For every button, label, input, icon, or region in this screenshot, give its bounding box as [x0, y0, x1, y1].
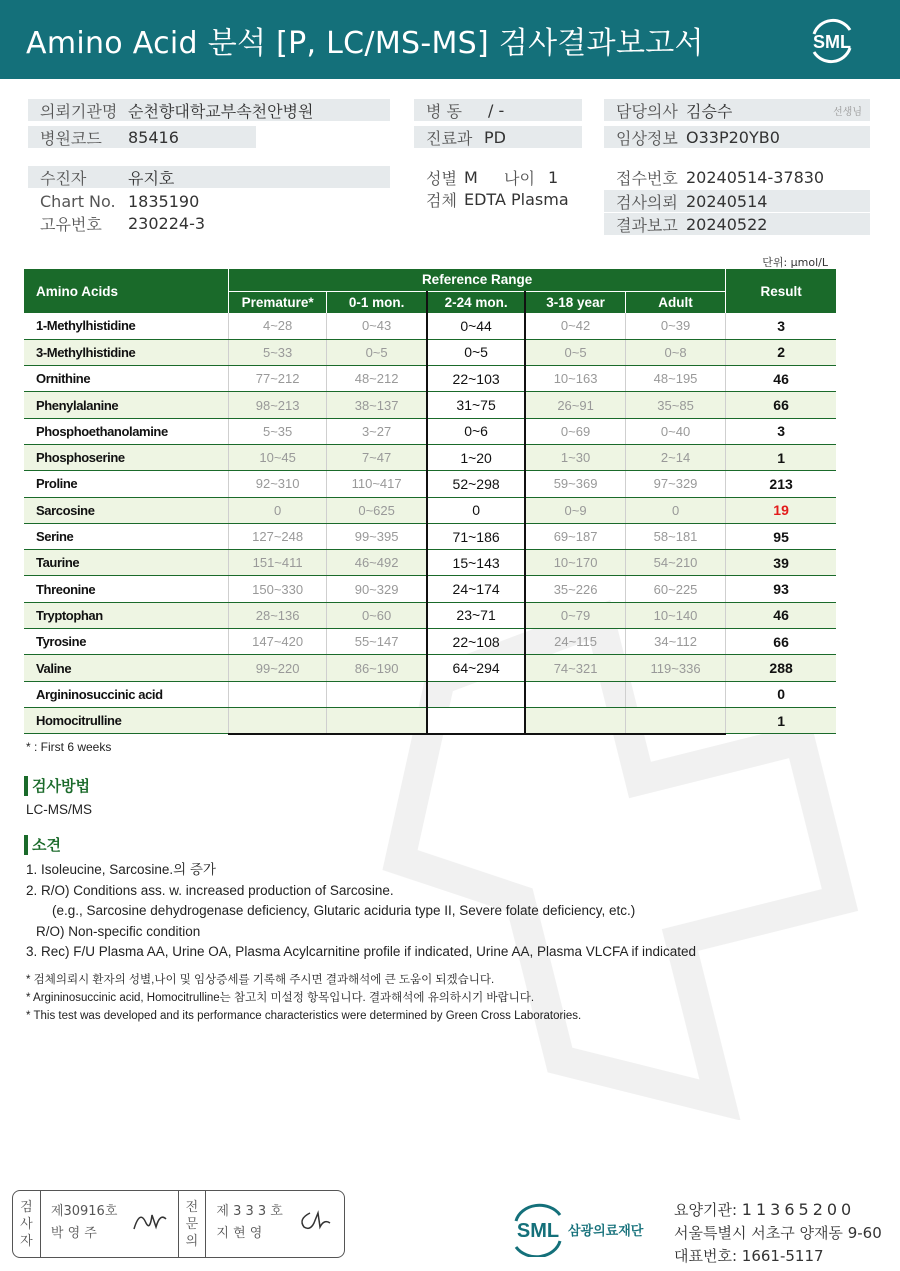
reference-range-cell: 10~163 — [525, 366, 625, 392]
table-row — [24, 523, 836, 549]
col-header-amino-acids: Amino Acids — [24, 269, 229, 313]
reference-range-cell: 0~60 — [327, 602, 427, 628]
reference-range-cell: 10~140 — [625, 602, 725, 628]
reference-range-cell — [525, 707, 625, 733]
phone-value: 1661-5117 — [741, 1247, 824, 1265]
result-cell: 288 — [726, 655, 836, 681]
table-row — [24, 444, 836, 470]
amino-acid-name: Ornithine — [24, 366, 229, 392]
ward-label: 병 동 — [426, 101, 462, 121]
reference-range-cell: 0 — [229, 497, 327, 523]
table-row — [24, 550, 836, 576]
footer-logo-text: SML — [516, 1220, 560, 1242]
reference-range-cell: 58~181 — [625, 523, 725, 549]
specialist-cell — [206, 1191, 344, 1257]
table-row — [24, 339, 836, 365]
unique-no-value: 230224-3 — [128, 213, 206, 233]
reference-range-cell: 46~492 — [327, 550, 427, 576]
signature-box — [12, 1190, 345, 1258]
table-row — [24, 366, 836, 392]
reference-range-cell — [229, 681, 327, 707]
reference-range-cell: 0 — [625, 497, 725, 523]
reference-range-cell: 110~417 — [327, 471, 427, 497]
amino-acid-table-body — [24, 313, 836, 734]
report-title: Amino Acid 분석 [P, LC/MS-MS] 검사결과보고서 — [26, 26, 704, 61]
reference-range-cell: 35~85 — [625, 392, 725, 418]
result-cell: 46 — [726, 602, 836, 628]
logo-text: SML — [813, 32, 851, 52]
request-date-label: 검사의뢰 — [616, 192, 678, 212]
result-cell: 3 — [726, 418, 836, 444]
reference-range-cell: 4~28 — [229, 313, 327, 339]
result-cell: 19 — [726, 497, 836, 523]
age-label: 나이 — [504, 168, 535, 188]
reference-range-cell: 38~137 — [327, 392, 427, 418]
opinion-section-title — [24, 834, 61, 855]
result-cell: 46 — [726, 366, 836, 392]
field-ward — [414, 99, 582, 121]
reference-range-cell: 0 — [427, 497, 525, 523]
reference-range-cell: 64~294 — [427, 655, 525, 681]
opinion-line: R/O) Non-specific condition — [36, 923, 201, 939]
report-date-value: 20240522 — [686, 214, 768, 234]
examiner-label-text: 검 사 자 — [20, 1199, 33, 1249]
reference-range-cell: 60~225 — [625, 576, 725, 602]
sml-foundation-logo-icon — [510, 1201, 658, 1257]
reference-range-cell: 0~5 — [525, 339, 625, 365]
result-cell: 66 — [726, 392, 836, 418]
clinical-info-value: O33P20YB0 — [686, 127, 780, 147]
reference-range-cell: 0~69 — [525, 418, 625, 444]
reference-range-cell: 10~170 — [525, 550, 625, 576]
result-cell: 1 — [726, 444, 836, 470]
table-row — [24, 497, 836, 523]
col-header-premature: Premature* — [229, 291, 327, 313]
col-header-0-1-mon: 0-1 mon. — [327, 291, 427, 313]
note-line: * 검체의뢰시 환자의 성별,나이 및 임상증세를 기록해 주시면 결과해석에 큰 도움이 되겠습니다. — [26, 974, 495, 986]
method-section-title — [24, 775, 90, 796]
hospital-code-value: 85416 — [128, 127, 179, 147]
reference-range-cell — [525, 681, 625, 707]
reference-range-cell: 48~212 — [327, 366, 427, 392]
result-cell: 0 — [726, 681, 836, 707]
doctor-label: 담당의사 — [616, 101, 678, 121]
reference-range-cell: 99~220 — [229, 655, 327, 681]
receipt-no-label: 접수번호 — [616, 168, 678, 188]
opinion-line: 3. Rec) F/U Plasma AA, Urine OA, Plasma Acylcarnitine profile if indicated, Urine AA, Plasma VLCFA if indicated — [26, 944, 697, 960]
examiner-signature-icon — [130, 1205, 170, 1235]
section-bar — [24, 835, 28, 855]
department-value: PD — [484, 127, 506, 147]
table-row — [24, 602, 836, 628]
reference-range-cell — [327, 681, 427, 707]
reference-range-cell — [229, 707, 327, 733]
table-row — [24, 576, 836, 602]
result-cell: 1 — [726, 707, 836, 733]
footer-info — [674, 1198, 882, 1268]
opinion-title: 소견 — [32, 836, 61, 854]
field-specimen — [414, 188, 582, 210]
reference-range-cell: 3~27 — [327, 418, 427, 444]
reference-range-cell: 5~35 — [229, 418, 327, 444]
result-cell: 213 — [726, 471, 836, 497]
table-row — [24, 655, 836, 681]
method-text: LC-MS/MS — [26, 802, 93, 817]
reference-range-cell: 0~79 — [525, 602, 625, 628]
amino-acid-name: Tryptophan — [24, 602, 229, 628]
reference-range-cell: 7~47 — [327, 444, 427, 470]
patient-label: 수진자 — [40, 168, 87, 188]
amino-acid-name: 1-Methylhistidine — [24, 313, 229, 339]
patient-value: 유지호 — [128, 168, 175, 188]
reference-range-cell: 35~226 — [525, 576, 625, 602]
reference-range-cell: 151~411 — [229, 550, 327, 576]
table-row — [24, 471, 836, 497]
report-header — [0, 0, 900, 79]
field-sex-age — [414, 166, 582, 188]
amino-acid-name: 3-Methylhistidine — [24, 339, 229, 365]
reference-range-cell: 31~75 — [427, 392, 525, 418]
field-department — [414, 126, 582, 148]
sex-value: M — [464, 167, 478, 187]
reference-range-cell: 48~195 — [625, 366, 725, 392]
reference-range-cell: 24~115 — [525, 629, 625, 655]
examiner-name: 박 영 주 — [50, 1226, 97, 1241]
reference-range-cell: 59~369 — [525, 471, 625, 497]
reference-range-cell: 98~213 — [229, 392, 327, 418]
reference-range-cell — [427, 707, 525, 733]
field-request-date — [604, 190, 870, 212]
reference-range-cell: 0~9 — [525, 497, 625, 523]
specialist-name: 지 현 영 — [216, 1226, 263, 1241]
specialist-label-text: 전 문 의 — [185, 1199, 199, 1249]
reference-range-cell: 69~187 — [525, 523, 625, 549]
reference-range-cell — [625, 707, 725, 733]
amino-acid-name: Phenylalanine — [24, 392, 229, 418]
reference-range-cell: 150~330 — [229, 576, 327, 602]
reference-range-cell: 90~329 — [327, 576, 427, 602]
reference-range-cell: 22~103 — [427, 366, 525, 392]
notes — [26, 971, 581, 1025]
institution-value: 순천향대학교부속천안병원 — [128, 101, 314, 121]
table-footnote: * : First 6 weeks — [26, 740, 112, 754]
care-code-value: 11365200 — [741, 1200, 856, 1219]
unit-label: 단위: μmol/L — [762, 256, 828, 269]
footer-org-name: 삼광의료재단 — [568, 1224, 644, 1239]
reference-range-cell: 0~40 — [625, 418, 725, 444]
reference-range-cell — [427, 681, 525, 707]
reference-range-cell: 92~310 — [229, 471, 327, 497]
reference-range-cell: 0~625 — [327, 497, 427, 523]
amino-acid-table — [24, 269, 836, 735]
reference-range-cell: 77~212 — [229, 366, 327, 392]
field-patient — [28, 166, 390, 188]
col-header-result: Result — [726, 269, 836, 313]
reference-range-cell: 74~321 — [525, 655, 625, 681]
request-date-value: 20240514 — [686, 191, 768, 211]
reference-range-cell: 0~39 — [625, 313, 725, 339]
reference-range-cell: 23~71 — [427, 602, 525, 628]
reference-range-cell: 0~5 — [427, 339, 525, 365]
reference-range-cell — [327, 707, 427, 733]
amino-acid-name: Threonine — [24, 576, 229, 602]
reference-range-cell: 15~143 — [427, 550, 525, 576]
reference-range-cell: 0~42 — [525, 313, 625, 339]
field-chart-no — [28, 190, 390, 212]
reference-range-cell: 10~45 — [229, 444, 327, 470]
reference-range-cell: 34~112 — [625, 629, 725, 655]
doctor-suffix: 선생님 — [833, 106, 862, 118]
amino-acid-name: Argininosuccinic acid — [24, 681, 229, 707]
examiner-license: 제30916호 — [50, 1204, 118, 1219]
result-cell: 66 — [726, 629, 836, 655]
table-row — [24, 392, 836, 418]
reference-range-cell: 0~5 — [327, 339, 427, 365]
specialist-label — [179, 1191, 207, 1257]
note-line: * Argininosuccinic acid, Homocitrulline는 참고치 미설정 항목입니다. 결과해석에 유의하시기 바랍니다. — [26, 992, 535, 1004]
opinion-text — [26, 860, 696, 963]
specimen-label: 검체 — [426, 190, 457, 210]
doctor-value: 김승수 — [686, 101, 733, 121]
table-row — [24, 418, 836, 444]
reference-range-cell: 71~186 — [427, 523, 525, 549]
reference-range-cell: 26~91 — [525, 392, 625, 418]
field-unique-no — [28, 212, 390, 234]
reference-range-cell: 0~6 — [427, 418, 525, 444]
amino-acid-name: Tyrosine — [24, 629, 229, 655]
col-header-2-24-mon: 2-24 mon. — [427, 291, 525, 313]
specimen-value: EDTA Plasma — [464, 189, 569, 209]
examiner-label — [13, 1191, 41, 1257]
report-date-label: 결과보고 — [616, 215, 678, 235]
field-doctor — [604, 99, 870, 121]
specialist-license: 제 3 3 3 호 — [216, 1204, 283, 1219]
amino-acid-name: Sarcosine — [24, 497, 229, 523]
clinical-info-label: 임상정보 — [616, 128, 678, 148]
table-row — [24, 313, 836, 339]
result-cell: 39 — [726, 550, 836, 576]
hospital-code-label: 병원코드 — [40, 128, 102, 148]
reference-range-cell: 54~210 — [625, 550, 725, 576]
reference-range-cell: 55~147 — [327, 629, 427, 655]
reference-range-cell: 0~44 — [427, 313, 525, 339]
examiner-cell — [41, 1191, 179, 1257]
unique-no-label: 고유번호 — [40, 214, 102, 234]
amino-acid-name: Taurine — [24, 550, 229, 576]
reference-range-cell: 0~43 — [327, 313, 427, 339]
section-bar — [24, 776, 28, 796]
method-title: 검사방법 — [32, 777, 90, 795]
col-header-3-18-year: 3-18 year — [525, 291, 625, 313]
opinion-line: 1. Isoleucine, Sarcosine.의 증가 — [26, 862, 216, 877]
reference-range-cell: 127~248 — [229, 523, 327, 549]
reference-range-cell: 52~298 — [427, 471, 525, 497]
phone-label: 대표번호: — [674, 1247, 738, 1265]
reference-range-cell: 119~336 — [625, 655, 725, 681]
amino-acid-name: Proline — [24, 471, 229, 497]
chart-no-value: 1835190 — [128, 191, 200, 211]
col-header-reference-range: Reference Range — [229, 269, 726, 291]
address: 서울특별시 서초구 양재동 9-60 — [674, 1224, 882, 1242]
result-cell: 95 — [726, 523, 836, 549]
note-line: * This test was developed and its performance characteristics were determined by Green Cross Laboratories. — [26, 1010, 582, 1022]
receipt-no-value: 20240514-37830 — [686, 167, 825, 187]
institution-label: 의뢰기관명 — [40, 101, 118, 121]
care-code-line — [674, 1198, 882, 1222]
table-row — [24, 681, 836, 707]
table-row — [24, 629, 836, 655]
reference-range-cell: 147~420 — [229, 629, 327, 655]
result-cell: 3 — [726, 313, 836, 339]
reference-range-cell: 24~174 — [427, 576, 525, 602]
reference-range-cell: 0~8 — [625, 339, 725, 365]
amino-acid-name: Valine — [24, 655, 229, 681]
field-institution — [28, 99, 390, 121]
table-row — [24, 707, 836, 733]
phone-line — [674, 1245, 882, 1268]
result-cell: 93 — [726, 576, 836, 602]
ward-value: / - — [488, 100, 505, 120]
amino-acid-name: Phosphoethanolamine — [24, 418, 229, 444]
chart-no-label: Chart No. — [40, 191, 116, 211]
care-code-label: 요양기관: — [674, 1201, 738, 1219]
reference-range-cell: 86~190 — [327, 655, 427, 681]
amino-acid-name: Homocitrulline — [24, 707, 229, 733]
sml-logo-icon — [804, 12, 860, 68]
reference-range-cell: 1~30 — [525, 444, 625, 470]
sex-label: 성별 — [426, 168, 457, 188]
reference-range-cell: 1~20 — [427, 444, 525, 470]
field-hospital-code — [28, 126, 256, 148]
amino-acid-name: Serine — [24, 523, 229, 549]
field-report-date — [604, 213, 870, 235]
opinion-line: 2. R/O) Conditions ass. w. increased production of Sarcosine. — [26, 882, 394, 898]
opinion-line: (e.g., Sarcosine dehydrogenase deficiency, Glutaric aciduria type II, Severe folate deficiency, etc.) — [52, 903, 636, 919]
field-clinical-info — [604, 126, 870, 148]
reference-range-cell: 22~108 — [427, 629, 525, 655]
amino-acid-name: Phosphoserine — [24, 444, 229, 470]
field-receipt-no — [604, 166, 870, 188]
age-value: 1 — [548, 167, 559, 187]
reference-range-cell: 97~329 — [625, 471, 725, 497]
reference-range-cell: 5~33 — [229, 339, 327, 365]
reference-range-cell: 28~136 — [229, 602, 327, 628]
reference-range-cell — [625, 681, 725, 707]
reference-range-cell: 2~14 — [625, 444, 725, 470]
department-label: 진료과 — [426, 128, 473, 148]
result-cell: 2 — [726, 339, 836, 365]
reference-range-cell: 99~395 — [327, 523, 427, 549]
col-header-adult: Adult — [625, 291, 725, 313]
specialist-signature-icon — [296, 1205, 336, 1235]
